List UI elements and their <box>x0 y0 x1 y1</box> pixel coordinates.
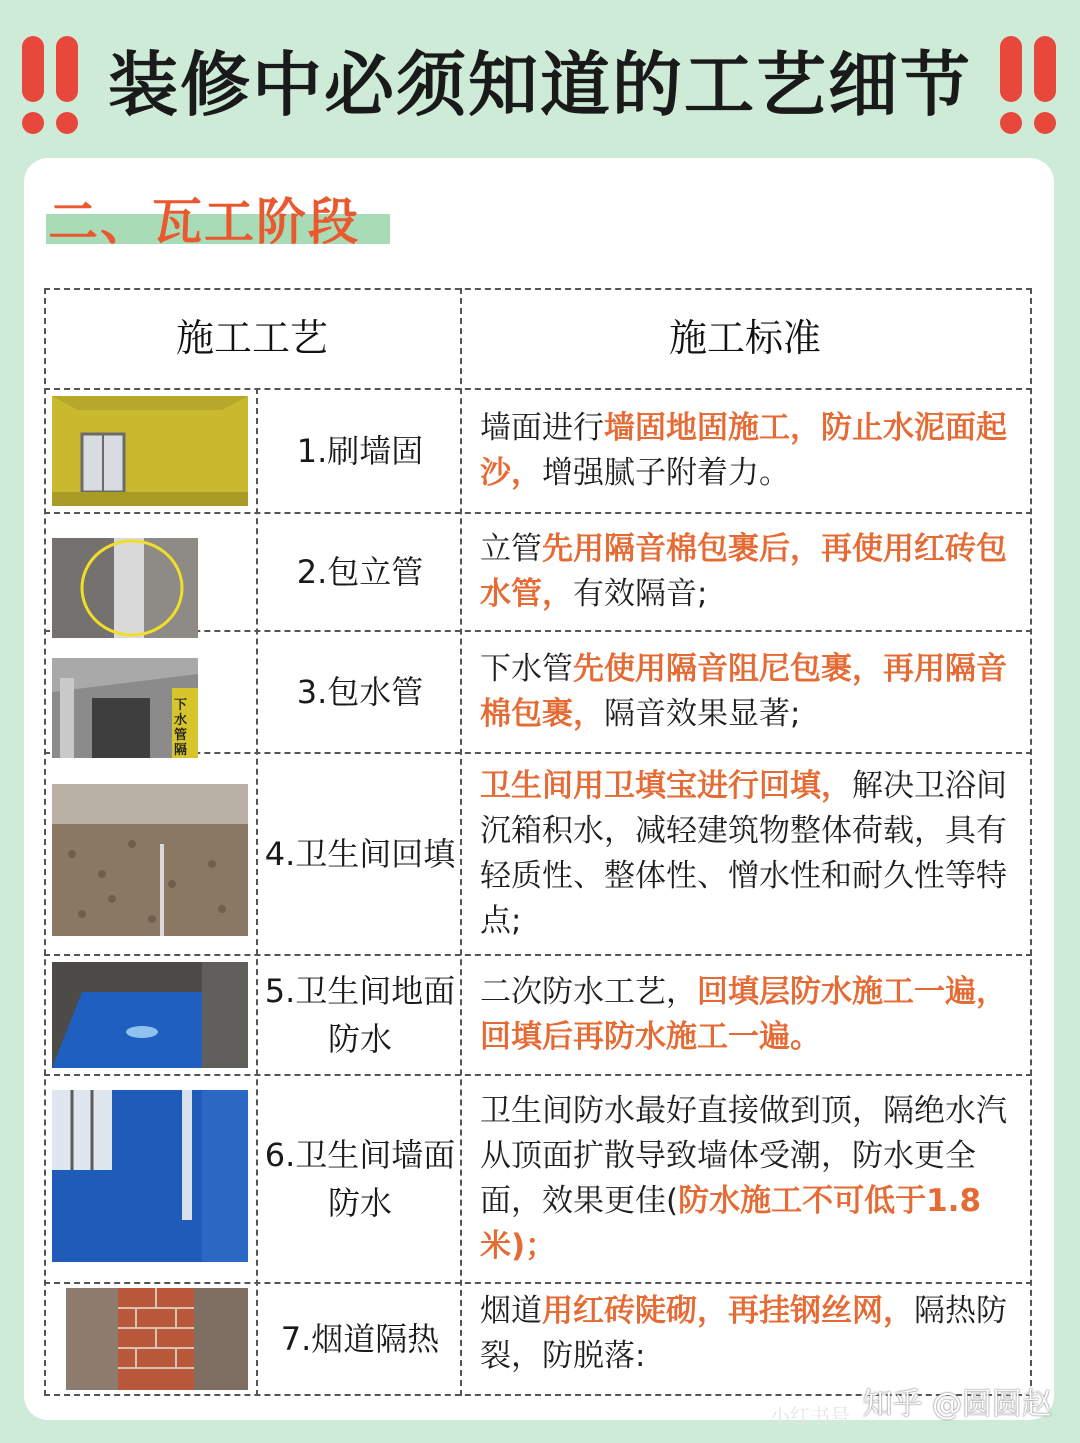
process-name-1: 1.刷墙固 <box>296 432 424 470</box>
desc-text: 卫生间防水最好直接做到顶，隔绝水汽从顶面扩散导致墙体受潮，防水更全面，效果更佳( <box>480 1093 1007 1219</box>
table-border <box>1030 288 1032 1396</box>
desc-text: 下水管 <box>480 651 573 687</box>
column-header-process: 施工工艺 <box>175 316 328 360</box>
process-desc-1 <box>480 390 1020 512</box>
drain-pipe-photo <box>52 658 198 758</box>
desc-text: 墙面进行 <box>480 410 604 446</box>
yellow-primed-wall-photo <box>52 396 248 506</box>
column-header-standard: 施工标准 <box>668 316 821 360</box>
process-desc-5 <box>480 956 1020 1074</box>
section-title: 二、瓦工阶段 <box>48 193 360 251</box>
desc-text: 解决卫浴间沉箱积水，减轻建筑物整体荷载，具有轻质性、整体性、憎水性和耐久性等特点; <box>480 768 1007 939</box>
desc-highlight: 墙固地固施工，防止水泥面起沙， <box>480 410 1007 491</box>
table-border <box>44 288 46 1396</box>
desc-text: 增强腻子附着力。 <box>542 455 790 491</box>
process-name-3: 3.包水管 <box>296 673 424 711</box>
process-name-7: 7.烟道隔热 <box>280 1320 440 1358</box>
blue-waterproof-floor-photo <box>52 962 248 1068</box>
wrapped-pipe-photo <box>52 538 198 638</box>
blue-waterproof-wall-photo <box>52 1090 248 1262</box>
process-name-6: 6.卫生间墙面防水 <box>264 1136 456 1222</box>
desc-text: 有效隔音; <box>573 576 708 612</box>
desc-text: 二次防水工艺， <box>480 974 697 1010</box>
desc-highlight: 先用隔音棉包裹后，再使用红砖包水管， <box>480 531 1007 612</box>
process-name-5: 5.卫生间地面防水 <box>264 972 456 1058</box>
desc-text: 隔音效果显著; <box>604 696 801 732</box>
desc-highlight: 卫生间用卫填宝进行回填， <box>480 768 852 804</box>
photo-caption: 下水管隔 <box>174 698 188 758</box>
desc-highlight: 用红砖陡砌，再挂钢丝网， <box>542 1293 914 1329</box>
red-brick-flue-photo <box>66 1288 248 1390</box>
process-name-2: 2.包立管 <box>296 553 424 591</box>
table-border <box>460 288 462 1396</box>
process-name-4: 4.卫生间回填 <box>264 835 456 873</box>
process-desc-4 <box>480 754 1020 954</box>
desc-highlight: 防水施工不可低于1.8米)； <box>480 1183 982 1264</box>
desc-text: 隔热防裂，防脱落: <box>480 1293 1007 1374</box>
page-title: 装修中必须知道的工艺细节 <box>108 44 972 126</box>
process-desc-6 <box>480 1076 1020 1282</box>
desc-text: 立管 <box>480 531 542 567</box>
process-desc-7 <box>480 1284 1020 1384</box>
process-desc-2 <box>480 514 1020 630</box>
table-border <box>256 388 258 1396</box>
backfill-ceramsite-photo <box>52 784 248 936</box>
watermark: 知乎 @圆圆赵 <box>862 1387 1052 1422</box>
desc-highlight: 先使用隔音阻尼包裹，再用隔音棉包裹， <box>480 651 1007 732</box>
double-exclamation-icon-right <box>1000 36 1062 136</box>
process-table <box>44 288 1032 1396</box>
desc-text: 烟道 <box>480 1293 542 1329</box>
desc-highlight: 回填层防水施工一遍，回填后再防水施工一遍。 <box>480 974 1007 1055</box>
double-exclamation-icon-left <box>22 36 84 136</box>
watermark-faint: 小红书号 <box>770 1404 850 1428</box>
process-desc-3 <box>480 632 1020 752</box>
